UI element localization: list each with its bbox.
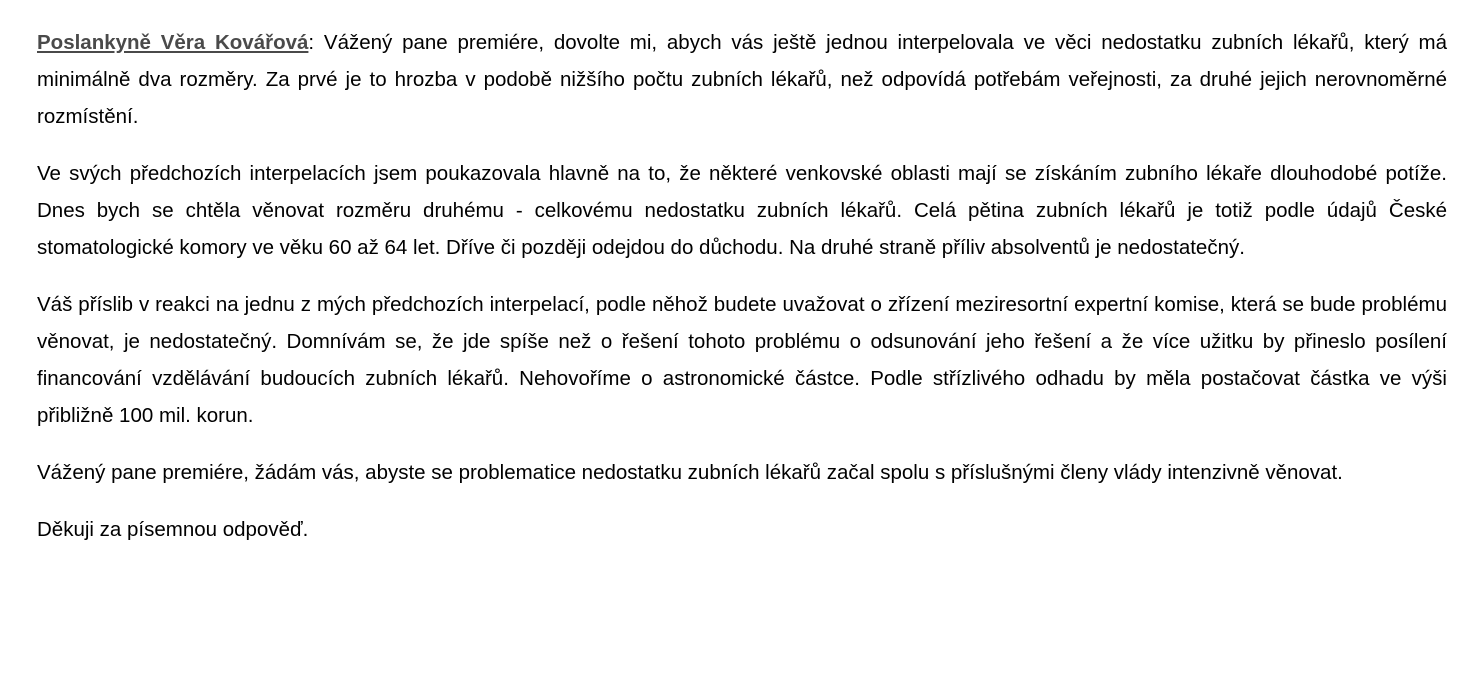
- speaker-link[interactable]: Poslankyně Věra Kovářová: [37, 31, 309, 54]
- speech-paragraph-1: [37, 24, 1447, 135]
- paragraph-text: Vážený pane premiére, dovolte mi, abych vás ještě jednou interpelovala ve věci nedostatku zubních lékařů, který má minimálně dva rozměry. Za prvé je to hrozba v podobě nižšího počtu zubních lékařů, než odpovídá potřebám veřejnosti, za druhé jejich nerovnoměrné rozmístění.: [37, 31, 1447, 128]
- speaker-separator: :: [308, 31, 315, 54]
- speech-paragraph-4: Vážený pane premiére, žádám vás, abyste se problematice nedostatku zubních lékařů začal spolu s příslušnými členy vlády intenzivně věnovat.: [37, 461, 1343, 484]
- speech-paragraph-5: Děkuji za písemnou odpověď.: [37, 518, 309, 541]
- speech-paragraph-3: Váš příslib v reakci na jednu z mých předchozích interpelací, podle něhož budete uvažovat o zřízení meziresortní expertní komise, která se bude problému věnovat, je nedostatečný. Domnívám se, že jde spíše než o řešení tohoto problému o odsunování jeho řešení a že více užitku by přineslo posílení financování vzdělávání budoucích zubních lékařů. Nehovoříme o astronomické částce. Podle střízlivého odhadu by měla postačovat částka ve výši přibližně 100 mil. korun.: [37, 293, 1447, 427]
- speech-paragraph-2: Ve svých předchozích interpelacích jsem poukazovala hlavně na to, že některé venkovské oblasti mají se získáním zubního lékaře dlouhodobé potíže. Dnes bych se chtěla věnovat rozměru druhému - celkovému nedostatku zubních lékařů. Celá pětina zubních lékařů je totiž podle údajů České stomatologické komory ve věku 60 až 64 let. Dříve či později odejdou do důchodu. Na druhé straně příliv absolventů je nedostatečný.: [37, 162, 1447, 259]
